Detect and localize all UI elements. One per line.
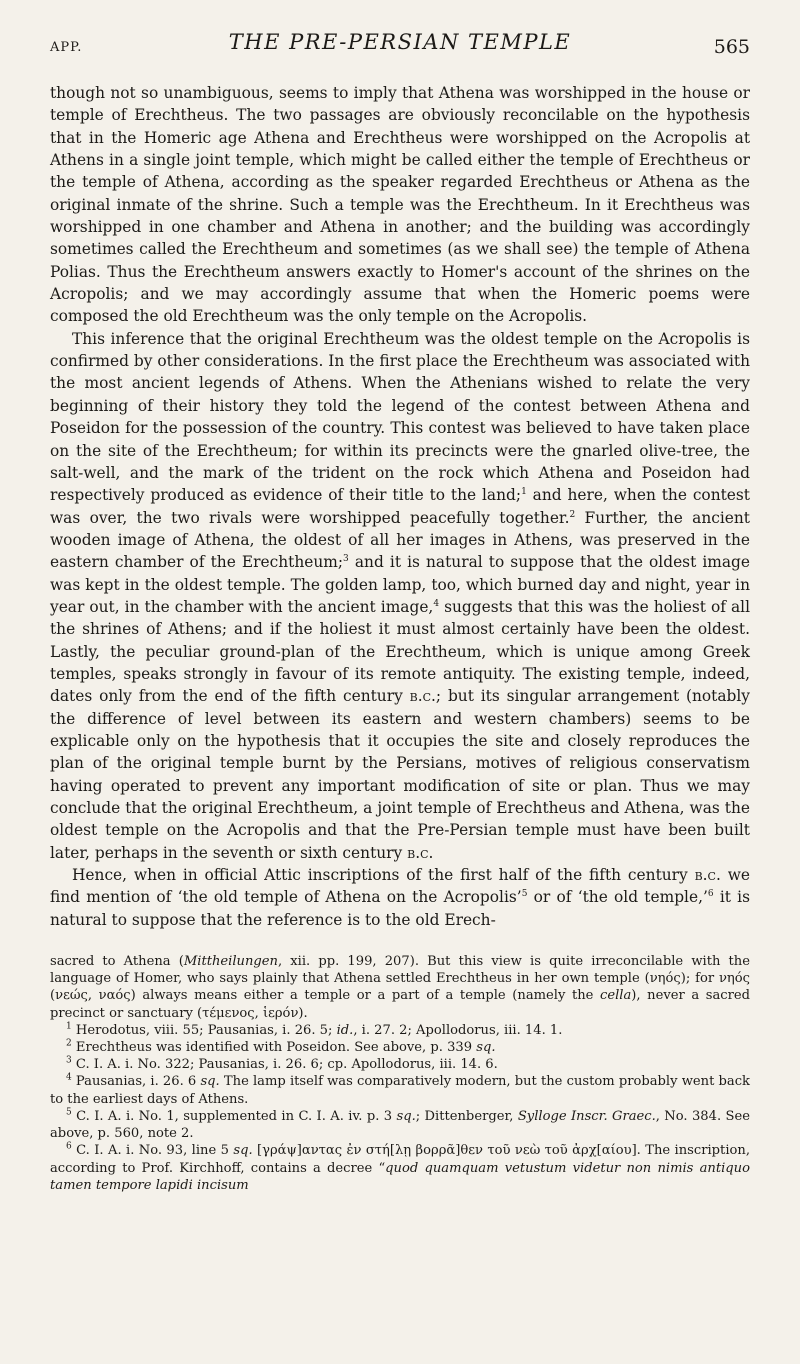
footnote-5: $^5$ C. I. A. i. No. 1, supplemented in C. I. A. iv. p. 3 sq.; Dittenberger, Sylloge Inscr. Graec., No. 384. See above, p. 560, note 2. xyxy=(50,1107,750,1142)
page-number: 565 xyxy=(713,36,750,58)
footnote-3: $^3$ C. I. A. i. No. 322; Pausanias, i. 26. 6; cp. Apollodorus, iii. 14. 6. xyxy=(66,1055,498,1073)
footnote-ref-2[interactable]: 2 xyxy=(569,509,576,520)
main-text xyxy=(50,82,750,931)
footnote-2: $^2$ Erechtheus was identified with Poseidon. See above, p. 339 sq. xyxy=(66,1038,496,1056)
footnote-ref-4[interactable]: 4 xyxy=(433,598,440,609)
footnotes xyxy=(50,953,750,1194)
footnote-6: $^6$ C. I. A. i. No. 93, line 5 sq. [γράψ]αντας ἐν στή[λῃ βορρᾶ]θεν τοῦ νεὼ τοῦ ἀρχ[αίου]. The inscription, according to Prof. Kirchhoff, contains a decree “quod quamquam vetustum videtur non nimis antiquo tamen tempore lapidi incisum xyxy=(50,1141,750,1193)
footnote-ref-1[interactable]: 1 xyxy=(521,487,527,498)
paragraph-1: though not so unambiguous, seems to imply that Athena was worshipped in the house or temple of Erechtheus. The two passages are obviously reconcilable on the hypothesis that in the Homeric age Athena and Erechtheus were worshipped on the Acropolis at Athens in a single joint temple, which might be called either the temple of Erechtheus or the temple of Athena, according as the speaker regarded Erechtheus or Athena as the original inmate of the shrine. Such a temple was the Erechtheum. In it Erechtheus was worshipped in one chamber and Athena in another; and the building was accordingly sometimes called the Erechtheum and sometimes (as we shall see) the temple of Athena Polias. Thus the Erechtheum answers exactly to Homer's account of the shrines on the Acropolis; and we may accordingly assume that when the Homeric poems were composed the old Erechtheum was the only temple on the Acropolis. xyxy=(50,84,750,326)
footnote-ref-6[interactable]: 6 xyxy=(707,889,714,900)
footnote-4: $^4$ Pausanias, i. 26. 6 sq. The lamp itself was comparatively modern, but the custom probably went back to the earliest days of Athens. xyxy=(50,1073,750,1107)
section-label: APP. xyxy=(50,40,83,55)
paragraph-2: This inference that the original Erechtheum was the oldest temple on the Acropolis is confirmed by other considerations. In the first place the Erechtheum was associated with the most ancient legends of Athens. When the Athenians wished to relate the very beginning of their history they told the legend of the contest between Athena and Poseidon for the possession of the country. This contest was believed to have taken place on the site of the Erechtheum; for within its precincts were the gnarled olive-tree, the salt-well, and the mark of the trident on the rock which Athena and Poseidon had respectively produced as evidence of their title to the land;$^1$ and here, when the contest was over, the two rivals were worshipped peacefully together.$^2$ Further, the ancient wooden image of Athena, the oldest of all her images in Athens, was preserved in the eastern chamber of the Erechtheum;$^3$ and it is natural to suppose that the oldest image was kept in the oldest temple. The golden lamp, too, which burned day and night, year in year out, in the chamber with the ancient image,$^4$ suggests that this was the holiest of all the shrines of Athens; and if the holiest it must almost certainly have been the oldest. Lastly, the peculiar ground-plan of the Erechtheum, which is unique among Greek temples, speaks strongly in favour of its remote antiquity. The existing temple, indeed, dates only from the end of the fifth century b.c.; but its singular arrangement (notably the difference of level between its eastern and western chambers) seems to be explicable only on the hypothesis that it occupies the site and closely reproduces the plan of the original temple burnt by the Persians, motives of religious conservatism having operated to prevent any important modification of site or plan. Thus we may conclude that the original Erechtheum, a joint temple of Erechtheus and Athena, was the oldest temple on the Acropolis and that the Pre-Persian temple must have been built later, perhaps in the seventh or sixth century b.c. xyxy=(50,329,751,862)
footnote-ref-3[interactable]: 3 xyxy=(343,554,349,565)
running-title: THE PRE-PERSIAN TEMPLE xyxy=(228,30,572,54)
paragraph-3: Hence, when in official Attic inscriptions of the first half of the fifth century b.c. we find mention of ‘the old temple of Athena on the Acropolis’$^5$ or of ‘the old temple,’$^6$ it is natural to suppose that the reference is to the old Erech- xyxy=(50,866,750,929)
footnote-continuation: sacred to Athena (Mittheilungen, xii. pp. 199, 207). But this view is quite irreconcilable with the language of Homer, who says plainly that Athena settled Erechtheus in her own temple (νηός); for νηός (νεώς, ναός) always means either a temple or a part of a temple (namely the cella), never a sacred precinct or sanctuary (τέμενος, ἱερόν). xyxy=(50,954,750,1021)
footnote-ref-5[interactable]: 5 xyxy=(521,889,528,900)
running-head xyxy=(50,28,750,62)
footnote-1: $^1$ Herodotus, viii. 55; Pausanias, i. 26. 5; id., i. 27. 2; Apollodorus, iii. 14. 1. xyxy=(66,1021,563,1038)
